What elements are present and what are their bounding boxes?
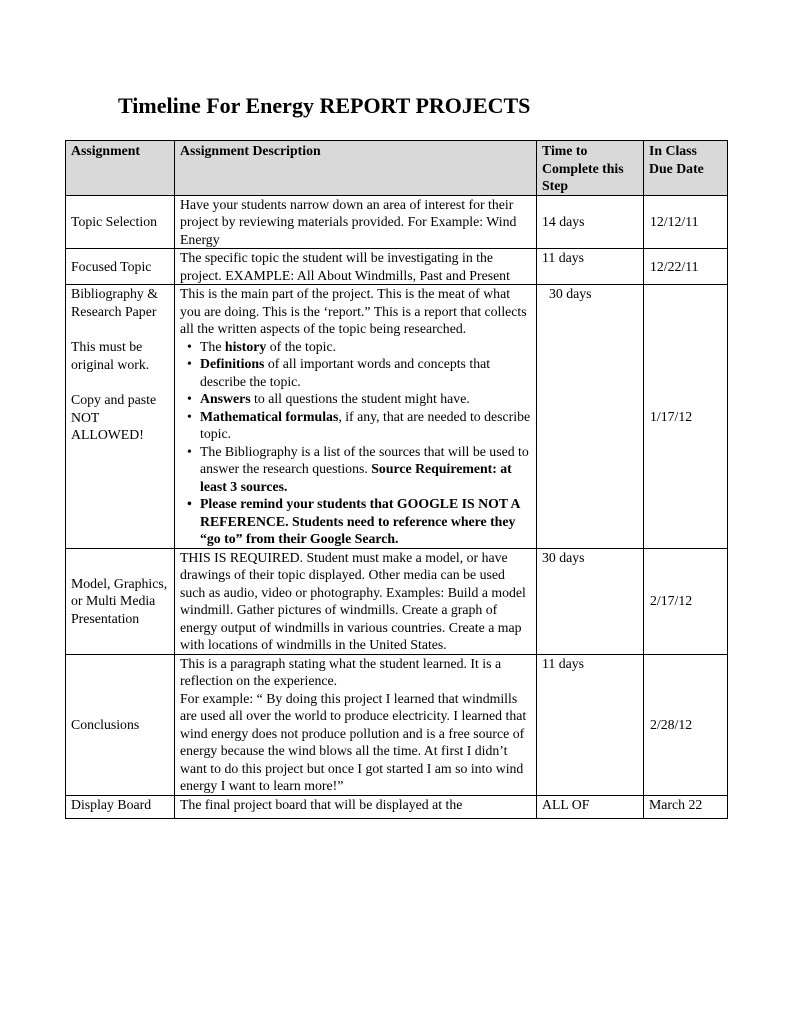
cell-description bbox=[175, 654, 537, 795]
cell-due: 2/28/12 bbox=[644, 654, 728, 795]
cell-assignment: Topic Selection bbox=[66, 195, 175, 249]
cell-description: The specific topic the student will be investigating in the project. EXAMPLE: All About Windmills, Past and Present bbox=[175, 249, 537, 285]
requirements-list bbox=[180, 338, 531, 548]
description-example: For example: “ By doing this project I learned that windmills are used all over the world to produce electricity. I learned that wind energy does not produce pollution and is a free source of energy because the wind blows all the time. At first I didn’t want to do this project but once I got started I am so into wind energy I want to learn more!” bbox=[180, 690, 527, 793]
cell-time: 11 days bbox=[537, 654, 644, 795]
cell-time: 30 days bbox=[537, 285, 644, 549]
description-text: This is a paragraph stating what the student learned. It is a reflection on the experience. bbox=[180, 655, 502, 688]
assignment-note: This must be original work. bbox=[71, 339, 150, 372]
list-item: • Definitions of all important words and concepts that describe the topic. bbox=[180, 355, 531, 390]
table-row bbox=[66, 795, 728, 818]
table-row bbox=[66, 654, 728, 795]
table-row bbox=[66, 548, 728, 654]
cell-description: Have your students narrow down an area of interest for their project by reviewing materials provided. For Example: Wind Energy bbox=[175, 195, 537, 249]
cell-description bbox=[175, 285, 537, 549]
header-assignment: Assignment bbox=[66, 141, 175, 196]
timeline-table bbox=[65, 140, 728, 819]
list-item: • The history of the topic. bbox=[180, 338, 531, 356]
cell-time: 30 days bbox=[537, 548, 644, 654]
cell-assignment: Conclusions bbox=[66, 654, 175, 795]
header-description: Assignment Description bbox=[175, 141, 537, 196]
cell-assignment bbox=[66, 285, 175, 549]
cell-time: ALL OF bbox=[537, 795, 644, 818]
cell-due: 2/17/12 bbox=[644, 548, 728, 654]
cell-assignment: Model, Graphics, or Multi Media Presentation bbox=[66, 548, 175, 654]
list-item: • Please remind your students that GOOGLE IS NOT A REFERENCE. Students need to reference where they “go to” from their Google Search. bbox=[180, 495, 531, 548]
cell-due: 12/12/11 bbox=[644, 195, 728, 249]
header-due: In Class Due Date bbox=[644, 141, 728, 196]
header-time: Time to Complete this Step bbox=[537, 141, 644, 196]
assignment-name: Bibliography & Research Paper bbox=[71, 286, 158, 319]
cell-time: 11 days bbox=[537, 249, 644, 285]
page-title: Timeline For Energy REPORT PROJECTS bbox=[118, 93, 531, 118]
table-header-row bbox=[66, 141, 728, 196]
cell-time: 14 days bbox=[537, 195, 644, 249]
list-item: • Mathematical formulas, if any, that are needed to describe topic. bbox=[180, 408, 531, 443]
cell-description: THIS IS REQUIRED. Student must make a model, or have drawings of their topic displayed. Other media can be used such as audio, video or photography. Examples: Build a model windmill. Gather pictures of windmills. Create a graph of energy output of windmills in various countries. Create a map with locations of windmills in the United States. bbox=[175, 548, 537, 654]
description-text: This is the main part of the project. This is the meat of what you are doing. This is the ‘report.” This is a report that collects all the written aspects of the topic being researched. bbox=[180, 286, 527, 336]
cell-due: 12/22/11 bbox=[644, 249, 728, 285]
cell-description: The final project board that will be displayed at the bbox=[175, 795, 537, 818]
table-row bbox=[66, 195, 728, 249]
cell-due: March 22 bbox=[644, 795, 728, 818]
cell-assignment: Display Board bbox=[66, 795, 175, 818]
table-row bbox=[66, 285, 728, 549]
list-item: • The Bibliography is a list of the sources that will be used to answer the research questions. Source Requirement: at least 3 sources. bbox=[180, 443, 531, 496]
assignment-note: Copy and paste NOT ALLOWED! bbox=[71, 392, 157, 442]
cell-due: 1/17/12 bbox=[644, 285, 728, 549]
list-item: • Answers to all questions the student might have. bbox=[180, 390, 531, 408]
cell-assignment: Focused Topic bbox=[66, 249, 175, 285]
table-row bbox=[66, 249, 728, 285]
